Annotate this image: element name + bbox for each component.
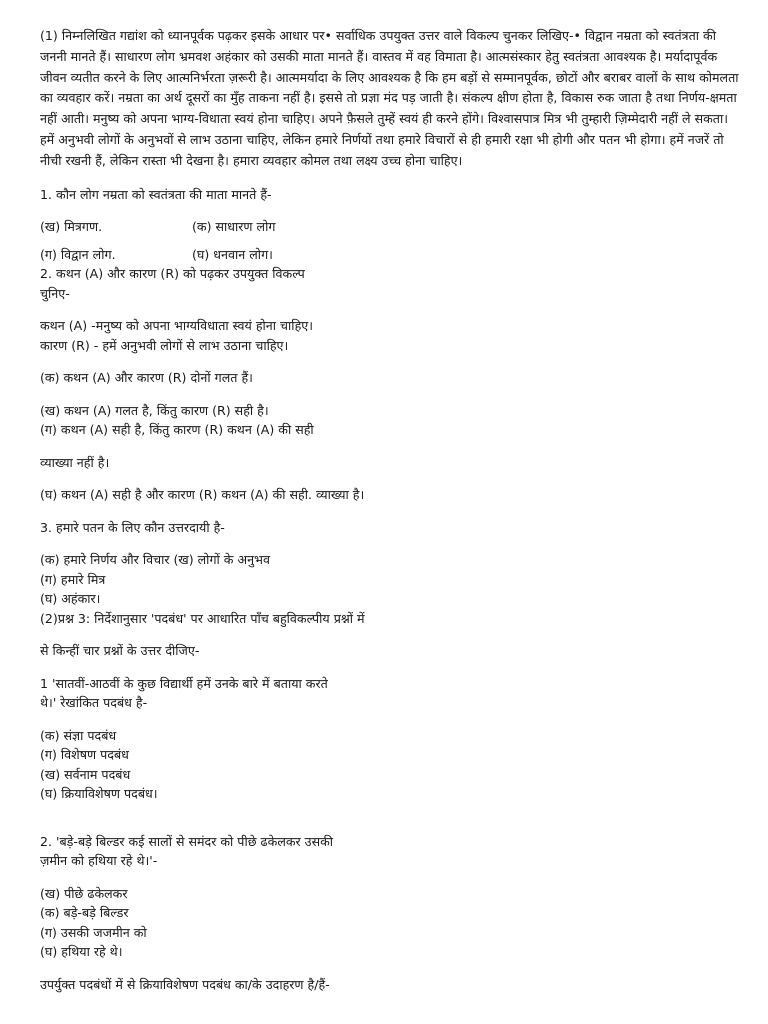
section2-heading-line-2: से किन्हीं चार प्रश्नों के उत्तर दीजिए- [40,643,200,659]
q1-option-kha: (ख) मित्रगण. [40,219,103,235]
q2-assertion: कथन (A) -मनुष्य को अपना भाग्यविधाता स्वयं होना चाहिए। [40,318,313,334]
s2q2-question-line-2: ज़मीन को हथिया रहे थे।'- [40,853,158,869]
s2q1-option-1: (क) संज्ञा पदबंध [40,727,117,743]
q1-options-row-1 [40,217,740,237]
q3-option-2: (ग) हमारे मित्र [40,571,106,587]
q1-option-gha: (घ) धनवान लोग। [192,246,273,262]
q1-option-ga: (ग) विद्वान लोग. [40,246,116,262]
q2-option-ga-line-2: व्याख्या नहीं है। [40,454,110,470]
q2-option-kha: (ख) कथन (A) गलत है, किंतु कारण (R) सही है। [40,402,269,418]
passage-paragraph: (1) निम्नलिखित गद्यांश को ध्यानपूर्वक पढ़कर इसके आधार पर• सर्वाधिक उपयुक्त उत्तर वाले विकल्प चुनकर लिखिए-• विद्वान नम्रता को स्वतंत्रता की जननी मानते हैं। साधारण लोग भ्रमवश अहंकार को उसकी माता मानते हैं। वास्तव में वह विमाता है। आत्मसंस्कार हेतु स्वतंत्रता आवश्यक है। मर्यादापूर्वक जीवन व्यतीत करने के लिए आत्मनिर्भरता ज़रूरी है। आत्ममर्यादा के लिए आवश्यक है कि हम बड़ों से सम्मानपूर्वक, छोटों और बराबर वालों के साथ कोमलता का व्यवहार करें। नम्रता का अर्थ दूसरों का मुँह ताकना नहीं है। इससे तो प्रज्ञा मंद पड़ जाती है। संकल्प क्षीण होता है, विकास रुक जाता है तथा निर्णय-क्षमता नहीं आती। मनुष्य को अपना भाग्य-विधाता स्वयं होना चाहिए। अपने फ़ैसले तुम्हें स्वयं ही करने होंगे। विश्वासपात्र मित्र भी तुम्हारी ज़िम्मेदारी नहीं ले सकता। हमें अनुभवी लोगों के अनुभवों से लाभ उठाना चाहिए, लेकिन हमारे निर्णयों तथा हमारे विचारों से ही हमारी रक्षा भी होगी और पतन भी होगा। हमें नजरें तो नीची रखनी हैं, लेकिन रास्ता भी देखना है। हमारा व्यवहार कोमल तथा लक्ष्य उच्च होना चाहिए। [40,28,739,168]
s2q1-option-3: (ख) सर्वनाम पदबंध [40,766,131,782]
s2q2-footer: उपर्युक्त पदबंधों में से क्रियाविशेषण पदबंध का/के उदाहरण है/हैं- [40,976,330,992]
s2q1-question-line-2: थे।' रेखांकित पदबंध है- [40,695,148,711]
q2-reason: कारण (R) - हमें अनुभवी लोगों से लाभ उठाना चाहिए। [40,337,289,353]
q3-option-1: (क) हमारे निर्णय और विचार (ख) लोगों के अनुभव [40,552,270,568]
q1-options-row-2 [40,245,740,265]
q2-option-gha: (घ) कथन (A) सही है और कारण (R) कथन (A) की सही. व्याख्या है। [40,487,365,503]
s2q1-option-4: (घ) क्रियाविशेषण पदबंध। [40,786,158,802]
q2-question-line-1: 2. कथन (A) और कारण (R) को पढ़कर उपयुक्त विकल्प [40,266,305,282]
q2-option-ga-line-1: (ग) कथन (A) सही है, किंतु कारण (R) कथन (A) की सही [40,422,314,438]
q2-question-line-2: चुनिए- [40,285,70,301]
q1-question: 1. कौन लोग नम्रता को स्वतंत्रता की माता मानते हैं- [40,186,272,202]
q3-option-3: (घ) अहंकार। [40,591,101,607]
s2q1-question-line-1: 1 'सातवीं-आठवीं के कुछ विद्यार्थी हमें उनके बारे में बताया करते [40,675,328,691]
document-page [40,26,740,994]
s2q2-question-line-1: 2. 'बड़े-बड़े बिल्डर कई सालों से समंदर को पीछे ढकेलकर उसकी [40,833,334,849]
q3-question: 3. हमारे पतन के लिए कौन उत्तरदायी है- [40,519,225,535]
s2q2-option-4: (घ) हथिया रहे थे। [40,944,123,960]
q1-option-ka: (क) साधारण लोग [192,219,276,235]
section2-heading-line-1: (2)प्रश्न 3: निर्देशानुसार 'पदबंध' पर आधारित पाँच बहुविकल्पीय प्रश्नों में [40,610,365,626]
s2q2-option-3: (ग) उसकी जजमीन को [40,924,147,940]
s2q2-option-1: (ख) पीछे ढकेलकर [40,885,128,901]
s2q1-option-2: (ग) विशेषण पदबंध [40,747,129,763]
s2q2-option-2: (क) बड़े-बड़े बिल्डर [40,905,129,921]
q2-option-ka: (क) कथन (A) और कारण (R) दोनों गलत हैं। [40,370,253,386]
